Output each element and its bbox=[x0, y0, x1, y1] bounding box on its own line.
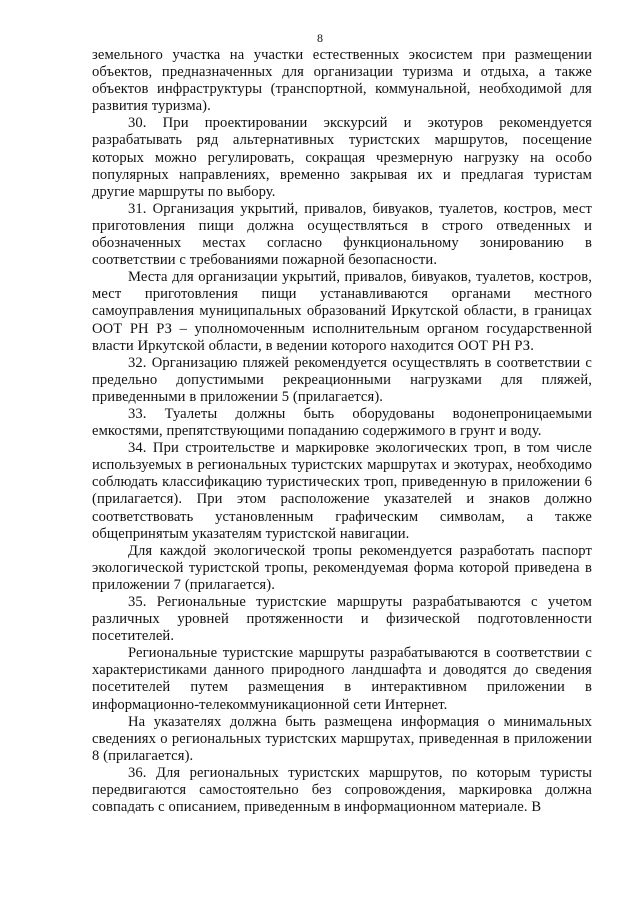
paragraph-34-passport: Для каждой экологической тропы рекомендуется разработать паспорт экологической туристской тропы, рекомендуемая форма которой приведена в приложении 7 (прилагается). bbox=[92, 542, 592, 593]
paragraph-31: 31. Организация укрытий, привалов, бивуаков, туалетов, костров, мест приготовления пищи должна осуществляться в строго отведенных и обозначенных местах согласно функциональному зонированию в соответствии с требованиями пожарной безопасности. bbox=[92, 200, 592, 269]
paragraph-36: 36. Для региональных туристских маршрутов, по которым туристы передвигаются самостоятельно без сопровождения, маркировка должна совпадать с описанием, приведенным в информационном материале. В bbox=[92, 764, 592, 816]
paragraph-32: 32. Организацию пляжей рекомендуется осуществлять в соответствии с предельно допустимыми рекреационными нагрузками для пляжей, приведенными в приложении 5 (прилагается). bbox=[92, 354, 592, 405]
paragraph-continuation: земельного участка на участки естественных экосистем при размещении объектов, предназначенных для организации туризма и отдыха, а также объектов инфраструктуры (транспортной, коммунальной, необходимой для развития туризма). bbox=[92, 47, 592, 115]
paragraph-35-landscape: Региональные туристские маршруты разрабатываются в соответствии с характеристиками данного природного ландшафта и доводятся до сведения посетителей путем размещения в интерактивном приложении в информационно-телекоммуникационной сети Интернет. bbox=[92, 645, 592, 713]
paragraph-30: 30. При проектировании экскурсий и экотуров рекомендуется разрабатывать ряд альтернативных туристских маршрутов, посещение которых можно регулировать, сокращая чрезмерную нагрузку на особо популярных направлениях, временно закрывая их и предлагая туристам другие маршруты по выбору. bbox=[92, 115, 592, 200]
paragraph-35-signs: На указателях должна быть размещена информация о минимальных сведениях о региональных туристских маршрутах, приведенная в приложении 8 (прилагается). bbox=[92, 713, 592, 764]
paragraph-34: 34. При строительстве и маркировке экологических троп, в том числе используемых в региональных туристских маршрутах и экотурах, необходимо соблюдать классификацию туристических троп, приведенную в приложении 6 (прилагается). При этом расположение указателей и знаков должно соответствовать установленным графическим символам, а также общепринятым указателям туристской навигации. bbox=[92, 440, 592, 542]
document-body bbox=[92, 47, 592, 816]
paragraph-31-places: Места для организации укрытий, привалов, бивуаков, туалетов, костров, мест приготовления пищи устанавливаются органами местного самоуправления муниципальных образований Иркутской области, в границах ООТ РН РЗ – уполномоченным исполнительным органом государственной власти Иркутской области, в ведении которого находится ООТ РН РЗ. bbox=[92, 269, 592, 354]
paragraph-35: 35. Региональные туристские маршруты разрабатываются с учетом различных уровней протяженности и физической подготовленности посетителей. bbox=[92, 594, 592, 645]
paragraph-33: 33. Туалеты должны быть оборудованы водонепроницаемыми емкостями, препятствующими попаданию содержимого в грунт и воду. bbox=[92, 405, 592, 440]
page-number: 8 bbox=[317, 31, 323, 45]
